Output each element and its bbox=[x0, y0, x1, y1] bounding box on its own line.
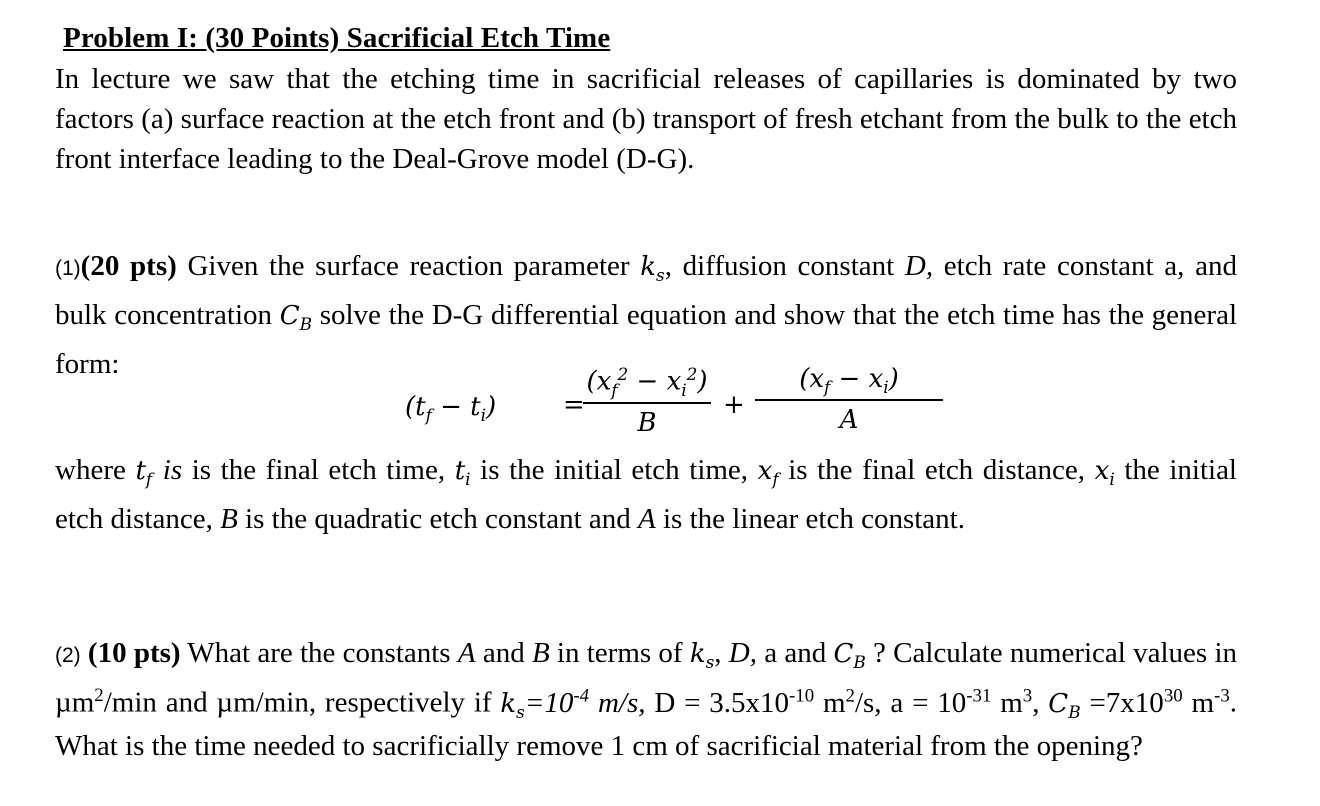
squared: 2 bbox=[94, 685, 104, 707]
linear-term-fraction bbox=[755, 364, 943, 435]
linear-numerator: $(x_f - x_i)$ bbox=[799, 364, 899, 398]
cb-value: $=7x10^{30}$ $m^{-3}$ bbox=[1080, 685, 1230, 719]
where-text: is the quadratic etch constant and bbox=[237, 503, 639, 536]
part1-text: etch rate constant a, and bulk concentration bbox=[55, 250, 1237, 332]
where-text: the initial etch distance, bbox=[55, 454, 1237, 536]
linear-denominator: A bbox=[839, 405, 859, 436]
cb-symbol: $C_B$ bbox=[1048, 688, 1081, 723]
part2-points: (10 pts) bbox=[87, 637, 181, 669]
part1-points: (20 pts) bbox=[80, 250, 177, 282]
part1-text: , diffusion constant bbox=[664, 250, 905, 282]
where-paragraph bbox=[55, 450, 1237, 539]
part2-text: and bbox=[475, 637, 532, 669]
part2-text: a and bbox=[756, 637, 834, 669]
b-symbol: B bbox=[220, 503, 238, 536]
equation-lhs: $(t_f - t_i)$ bbox=[405, 392, 497, 426]
ks-value: $=10^{-4}$ m/s, bbox=[524, 685, 646, 719]
where-text: where bbox=[55, 454, 136, 486]
fraction-bar bbox=[755, 399, 943, 401]
cb-symbol: $C_B$ bbox=[833, 639, 866, 673]
a-value: /s, $a = 10^{-31}$ $m^3$, bbox=[854, 685, 1049, 719]
d-symbol: D, bbox=[904, 250, 934, 282]
where-text: is the final etch distance, bbox=[778, 454, 1095, 486]
part2-text: , bbox=[714, 637, 729, 669]
part1-text: solve the D-G differential equation and show that the etch time has the general form: bbox=[55, 299, 1238, 381]
quadratic-term-fraction bbox=[583, 364, 711, 438]
deal-grove-equation bbox=[405, 364, 965, 450]
where-text: is the final etch time, bbox=[182, 454, 455, 486]
a-symbol: A bbox=[457, 637, 476, 669]
xf-symbol: $x_f$ bbox=[757, 456, 779, 490]
ks-symbol: $k_s$ bbox=[689, 639, 715, 673]
b-symbol: B bbox=[531, 637, 550, 669]
equals-sign: = bbox=[563, 390, 585, 420]
part2-number: (2) bbox=[55, 644, 81, 667]
part1-number: (1) bbox=[55, 257, 81, 280]
part2-text: What are the constants bbox=[180, 637, 458, 669]
is-italic: is bbox=[162, 454, 183, 486]
a-symbol: A bbox=[638, 503, 656, 536]
problem-title: Problem I: (30 Points) Sacrificial Etch Time bbox=[63, 22, 611, 54]
quadratic-numerator: $(x_f^2 - x_i^2)$ bbox=[586, 364, 708, 400]
tf-symbol: $t_f$ bbox=[135, 456, 153, 490]
d-value: $D = 3.5x10^{-10}$ $m^2$ bbox=[645, 685, 855, 719]
part1-text: Given the surface reaction parameter bbox=[176, 250, 641, 282]
part2-text: ? Calculate numerical values in µm bbox=[55, 637, 1238, 719]
where-text: is the linear etch constant. bbox=[655, 503, 965, 536]
xi-symbol: $x_i$ bbox=[1094, 456, 1115, 490]
ks-symbol: $k_s$ bbox=[500, 688, 525, 723]
fraction-bar bbox=[583, 402, 711, 404]
part2-paragraph bbox=[55, 636, 1237, 763]
part2-text: . What is the time needed to sacrificially remove 1 cm of sacrificial material from the opening? bbox=[55, 686, 1237, 763]
part2-text: in terms of bbox=[549, 637, 690, 669]
where-text: is the initial etch time, bbox=[470, 454, 758, 486]
plus-sign: + bbox=[723, 390, 745, 420]
intro-paragraph: In lecture we saw that the etching time in sacrificial releases of capillaries is dominated by two factors (a) surface reaction at the etch front and (b) transport of fresh etchant from the bulk to the etch front interface leading to the Deal-Grove model (D-G). bbox=[55, 63, 1237, 175]
d-symbol: D, bbox=[728, 637, 757, 669]
part2-text: /min and µm/min, respectively if bbox=[103, 686, 501, 719]
ti-symbol: $t_i$ bbox=[454, 456, 471, 490]
quadratic-denominator: B bbox=[637, 407, 657, 438]
cb-symbol: $C_B$ bbox=[279, 301, 313, 335]
ks-symbol: $k_s$ bbox=[640, 252, 665, 286]
